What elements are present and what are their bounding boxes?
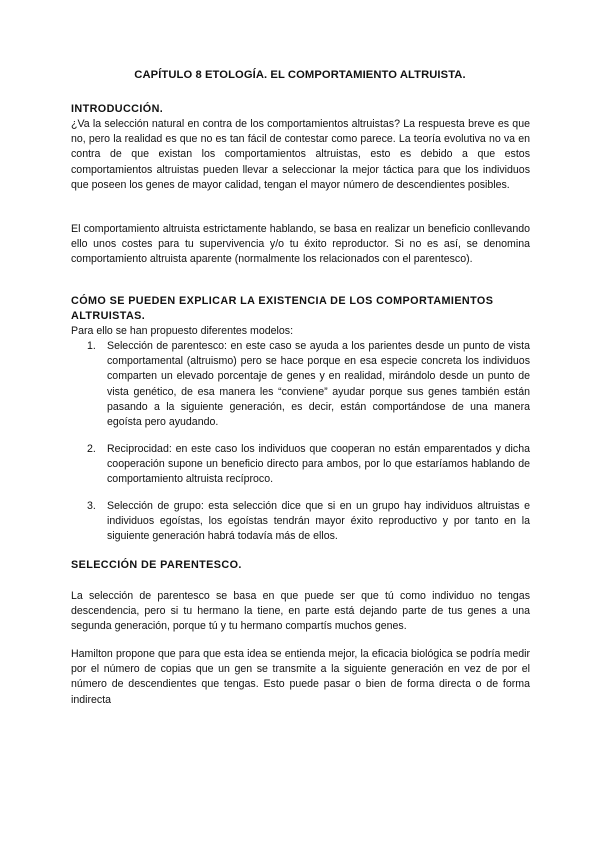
list-item-text: Selección de parentesco: en este caso se ayuda a los parientes desde un punto de vista comportamental (altruismo) pero se hace porque en esa especie concreta los individuos comparten un elevado porcentaje de genes y en realidad, mirándolo desde un punto de vista genético, de esa manera les “conviene” ayudar porque sus genes también están pasando a la siguiente generación, es decir, están comportándose de una manera egoísta pero ayudando. bbox=[107, 340, 530, 429]
section-heading-seleccion: SELECCIÓN DE PARENTESCO. bbox=[71, 559, 242, 571]
kinship-paragraph-1: La selección de parentesco se basa en que puede ser que tú como individuo no tengas descendencia, pero si tu hermano la tiene, en parte está dejando parte de tus genes a una segunda generación, porque tú y tu hermano compartís muchos genes. bbox=[71, 590, 530, 633]
list-item-text: Reciprocidad: en este caso los individuos que cooperan no están emparentados y dicha cooperación supone un beneficio directo para ambos, por lo que estaríamos hablando de comportamiento altruista recíproco. bbox=[107, 443, 530, 486]
kinship-paragraph-2: Hamilton propone que para que esta idea se entienda mejor, la eficacia biológica se podría medir por el número de copias que un gen se transmite a la siguiente generación en vez de por el número de descendientes que tengas. Esto puede pasar o bien de forma directa o de forma indirecta bbox=[71, 648, 530, 706]
intro-paragraph-2: El comportamiento altruista estrictamente hablando, se basa en realizar un beneficio conllevando ello unos costes para tu supervivencia y/o tu éxito reproductor. Si no es así, se denomina comportamiento altruista aparente (normalmente los relacionados con el parentesco). bbox=[71, 223, 530, 266]
list-item-text: Selección de grupo: esta selección dice que si en un grupo hay individuos altruistas e individuos egoístas, los egoístas tendrán mayor éxito reproductivo y por tanto en la siguiente generación habrá todavía más de ellos. bbox=[107, 500, 530, 543]
models-intro: Para ello se han propuesto diferentes modelos: bbox=[71, 325, 294, 337]
section-heading-explicar: CÓMO SE PUEDEN EXPLICAR LA EXISTENCIA DE LOS COMPORTAMIENTOS ALTRUISTAS. bbox=[71, 295, 494, 322]
intro-paragraph-1: ¿Va la selección natural en contra de los comportamientos altruistas? La respuesta breve es que no, pero la realidad es que no es tan fácil de contestar como parece. La teoría evolutiva no va en contra de que existan los comportamientos altruistas, esto es debido a que estos comportamientos altruistas pueden llevar a seleccionar la mejor táctica para que los individuos que poseen los genes de mayor calidad, tengan el mayor número de descendientes posibles. bbox=[71, 118, 530, 191]
list-item-number: 1. bbox=[87, 340, 96, 352]
list-item-number: 2. bbox=[87, 443, 96, 455]
section-heading-introduccion: INTRODUCCIÓN. bbox=[71, 103, 164, 115]
list-item-number: 3. bbox=[87, 500, 96, 512]
list-item bbox=[71, 499, 530, 545]
page-title: CAPÍTULO 8 ETOLOGÍA. EL COMPORTAMIENTO ALTRUISTA. bbox=[134, 69, 466, 81]
list-item bbox=[71, 442, 530, 488]
list-item bbox=[71, 339, 530, 430]
